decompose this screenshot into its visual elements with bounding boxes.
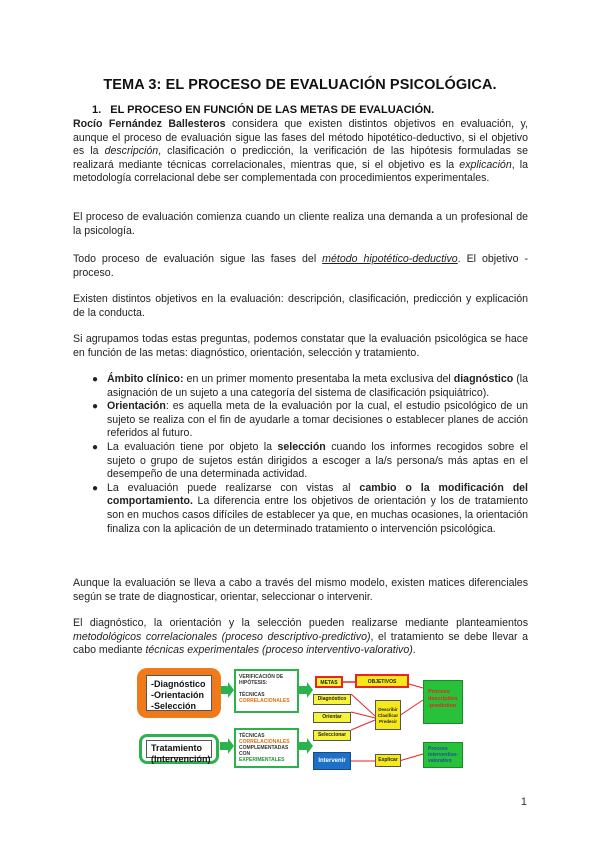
seleccionar-box: Seleccionar [313,730,351,741]
paragraph-2 [73,211,528,238]
proceso-3: -predictivo [428,703,457,709]
p7-text-b: , el tratamiento se debe llevar a cabo mediante [73,630,529,657]
p1-text-c: , la metodología correlacional debe ser complementada con procedimientos experimentales. [73,158,528,185]
paragraph-7 [73,617,528,658]
connector-line [409,684,423,688]
bullet-icon: ● [92,482,99,494]
techniques-box [234,728,299,768]
p5-text: Si agrupamos todas estas preguntas, podemos constatar que la evaluación psicológica se hace en función de las metas: diagnóstico, orientación, selección y tratamiento. [73,333,528,359]
proceso-descriptivo-text [428,689,457,710]
goals-box [137,668,221,718]
arrow-icon [299,738,313,754]
goals-inner [146,675,212,711]
proceso-interventivo-box [423,742,463,768]
p1-text-a: considera que existen distintos objetivos en evaluación, y, aunque el proceso de evaluación sigue las fases del método hipotético-deductivo, si el objetivo es la [73,118,528,158]
proceso-interventivo-text [428,746,458,764]
list-item [92,441,528,482]
proceso2-1: Proceso [428,746,448,752]
verification-tech: TÉCNICAS [239,692,265,698]
p7-italic-2: técnicas experimentales (proceso interventivo-valorativo) [145,644,413,657]
proceso-1: Proceso [428,689,450,695]
p3-text-a: Todo proceso de evaluación sigue las fases del [73,253,323,265]
b2-text: : es aquella meta de la evaluación por la cual, el estudio psicológico de un sujeto se realiza con el fin de ayudarle a tomar decisiones o establecer planes de acción referidos al futuro. [107,400,528,440]
document-title: TEMA 3: EL PROCESO DE EVALUACIÓN PSICOLÓGICA. [103,77,497,93]
connector-line [399,754,423,761]
goal-diagnostico: -Diagnóstico [151,679,206,689]
p1-text-b: , clasificación o predicción, la verificación de las hipótesis formuladas se realizará mediante técnicas correlacionales, mientras que, si el objetivo es la [73,145,528,171]
section-number: 1. [92,104,102,116]
center-predecir: Predecir [378,719,397,724]
p1-descripcion: descripción [104,145,159,158]
verification-corr: CORRELACIONALES [239,698,290,704]
center-box [375,700,401,730]
section-title: EL PROCESO EN FUNCIÓN DE LAS METAS DE EVALUACIÓN. [110,104,435,116]
bullet-icon: ● [92,374,99,385]
b1-bold: Ámbito clínico: [107,373,184,385]
treatment-label: Tratamiento [151,743,203,753]
p6-text: Aunque la evaluación se lleva a cabo a través del mismo modelo, existen matices diferenciales según se trate de diagnosticar, orientar, seleccionar o intervenir. [73,577,528,603]
p7-text-a: El diagnóstico, la orientación y la selección pueden realizarse mediante planteamientos [73,617,528,629]
connector-line [351,720,375,730]
b3-text-a: La evaluación tiene por objeto la [107,440,278,453]
orientar-box: Orientar [313,712,351,723]
connector-line [399,700,423,716]
proceso-2: descriptivo [428,696,458,702]
method-link[interactable]: método hipotético-deductivo [322,253,458,265]
bullet-icon: ● [92,441,99,453]
b3-text-b: cuando los informes recogidos sobre el sujeto o grupo de sujetos están dirigidos a escoger a la/s persona/s más aptas en el desempeño de una determinada actividad. [107,440,528,481]
objetivos-box: OBJETIVOS [355,674,409,688]
treatment-inner [146,740,212,764]
p2-text: El proceso de evaluación comienza cuando un cliente realiza una demanda a un profesional de la psicología. [73,211,528,237]
p1-explicacion: explicación [459,158,512,171]
section-heading [92,104,434,116]
techniques-comp: COMPLEMENTADAS CON [239,745,289,757]
bullet-icon: ● [92,401,99,413]
proceso2-3: valorativo [428,758,452,764]
verification-box [234,669,299,713]
explicar-box: Explicar [375,754,401,767]
treatment-sub: (Intervención) [151,754,211,764]
b1-bold2: diagnóstico [453,373,514,385]
arrow-icon [220,738,234,754]
techniques-corr: CORRELACIONALES [239,739,290,745]
paragraph-4 [73,293,528,320]
techniques-exp: EXPERIMENTALES [239,757,285,763]
p7-text-c: . [412,644,416,657]
p4-text: Existen distintos objetivos en la evaluación: descripción, clasificación, predicción y explicación de la conducta. [73,293,528,319]
b4-text-b: La diferencia entre los objetivos de orientación y los de tratamiento son en muchos casos difíciles de establecer ya que, en muchas ocasiones, la orientación finaliza con la aplicación de un determinado tratamiento o intervención psicológica. [107,495,528,535]
b1-text-b: (la asignación de un sujeto a una categoría del sistema de clasificación psiquiátrico). [107,373,528,399]
evaluation-diagram [137,666,467,774]
b4-bold: cambio o la modificación del comportamiento. [107,481,528,508]
bullet-list [92,373,528,536]
b3-bold: selección [277,440,326,453]
paragraph-3 [73,253,528,280]
paragraph-6 [73,577,528,604]
verification-title: VERIFICACIÓN DE HIPÓTESIS: [239,674,284,686]
metas-box: METAS [315,676,343,688]
page-number: 1 [520,796,527,808]
goal-orientacion: -Orientación [151,690,205,700]
list-item [92,373,528,400]
center-clasificar: Clasificar [377,713,399,718]
b1-text-a: en un primer momento presentaba la meta exclusiva del [183,373,454,385]
p3-text-b: . El objetivo - proceso. [73,253,528,279]
arrow-icon [299,682,313,698]
list-item [92,400,528,441]
techniques-title: TÉCNICAS [239,733,265,739]
diagnostico-box: Diagnóstico [313,694,351,705]
center-describir: Describir [378,707,398,712]
paragraph-1 [73,118,528,186]
proceso2-2: interventivo- [428,752,459,758]
b2-bold: Orientación [107,400,166,413]
author-name: Rocío Fernández Ballesteros [73,118,226,130]
paragraph-5 [73,333,528,360]
b4-text-a: La evaluación puede realizarse con vistas al [107,481,360,494]
arrow-icon [220,682,234,698]
intervenir-box: Intervenir [313,752,351,770]
goal-seleccion: -Selección [151,701,197,711]
treatment-box [139,734,219,764]
p7-italic-1: metodológicos correlacionales (proceso descriptivo-predictivo) [73,630,371,643]
proceso-descriptivo-box [423,680,463,724]
list-item [92,482,528,536]
